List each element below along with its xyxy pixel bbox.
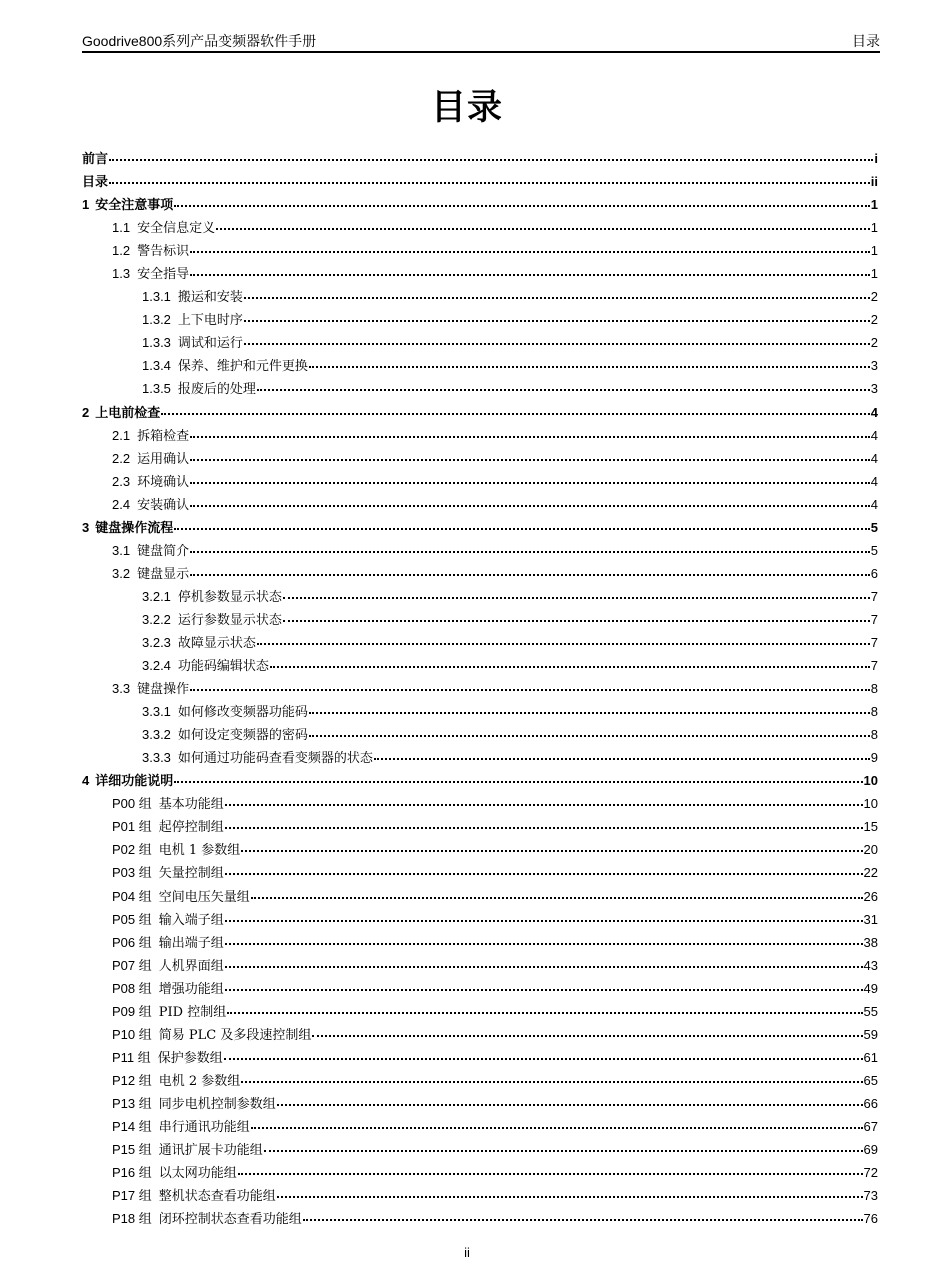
toc-dot-leader <box>190 688 870 691</box>
toc-dot-leader <box>312 1034 862 1037</box>
toc-entry-title: 电机 2 参数组 <box>158 1073 241 1089</box>
toc-entry-number: P10 组 <box>112 1026 152 1042</box>
toc-dot-leader <box>190 250 870 253</box>
toc-entry-page: 2 <box>870 312 878 328</box>
toc-entry-number: P05 组 <box>112 911 152 927</box>
toc-dot-leader <box>174 780 862 783</box>
toc-entry-page: 8 <box>870 704 878 720</box>
toc-dot-leader <box>190 481 870 484</box>
toc-entry-number: 3.1 <box>112 542 131 558</box>
toc-entry[interactable] <box>82 1115 878 1138</box>
toc-dot-leader <box>241 1080 862 1083</box>
toc-entry-title: PID 控制组 <box>158 1004 227 1020</box>
toc-dot-leader <box>225 803 863 806</box>
toc-entry-title: 电机 1 参数组 <box>158 843 241 859</box>
toc-entry[interactable] <box>82 262 878 285</box>
toc-entry[interactable] <box>82 377 878 400</box>
table-of-contents <box>82 147 878 1230</box>
toc-entry-title: 运用确认 <box>137 451 190 467</box>
toc-dot-leader <box>109 158 873 161</box>
toc-entry-number: 2 <box>82 404 90 420</box>
toc-entry-title: 拆箱检查 <box>137 428 190 444</box>
toc-entry[interactable] <box>82 308 878 331</box>
toc-entry[interactable] <box>82 424 878 447</box>
toc-entry[interactable] <box>82 354 878 377</box>
toc-entry-title: 详细功能说明 <box>95 774 174 790</box>
toc-entry-page: i <box>874 151 878 166</box>
header-manual-title: Goodrive800系列产品变频器软件手册 <box>82 33 317 49</box>
toc-entry-page: 10 <box>863 796 878 812</box>
toc-entry-page: 5 <box>870 519 878 535</box>
toc-dot-leader <box>309 365 870 368</box>
toc-entry[interactable] <box>82 1207 878 1230</box>
toc-entry-number: 4 <box>82 773 90 789</box>
toc-entry-page: 1 <box>870 220 878 236</box>
toc-entry-page: 4 <box>870 496 878 512</box>
toc-entry[interactable] <box>82 1092 878 1115</box>
toc-dot-leader <box>270 665 870 668</box>
toc-entry-title: 环境确认 <box>137 474 190 490</box>
toc-entry-number: P09 组 <box>112 1003 152 1019</box>
toc-entry[interactable] <box>82 1138 878 1161</box>
toc-entry-page: 66 <box>863 1095 878 1111</box>
toc-entry-page: 4 <box>870 427 878 443</box>
toc-dot-leader <box>283 596 870 599</box>
toc-entry-title: 空间电压矢量组 <box>158 889 250 905</box>
toc-entry-page: 2 <box>870 289 878 305</box>
toc-dot-leader <box>216 227 870 230</box>
toc-entry-number: 2.4 <box>112 496 131 512</box>
toc-entry-title: 运行参数显示状态 <box>177 612 282 628</box>
toc-dot-leader <box>190 435 870 438</box>
toc-entry[interactable] <box>82 931 878 954</box>
toc-entry-page: 1 <box>870 197 878 213</box>
toc-entry-number: 1.3.2 <box>142 312 171 328</box>
toc-entry-number: 1.1 <box>112 220 131 236</box>
toc-entry-page: 26 <box>863 888 878 904</box>
toc-entry-title: 键盘操作 <box>137 682 190 698</box>
toc-entry-number: 1.3.4 <box>142 358 171 374</box>
toc-entry-page: 4 <box>870 404 878 420</box>
toc-entry-number: 3.2.2 <box>142 611 171 627</box>
toc-dot-leader <box>251 896 863 899</box>
toc-entry-title: 保护参数组 <box>157 1050 223 1066</box>
toc-entry-title: 安全指导 <box>137 267 190 283</box>
toc-dot-leader <box>225 826 863 829</box>
toc-entry-title: 整机状态查看功能组 <box>158 1189 276 1205</box>
toc-entry-page: 1 <box>870 266 878 282</box>
toc-entry-number: 1.3.5 <box>142 381 171 397</box>
toc-dot-leader <box>257 642 870 645</box>
toc-entry-title: 搬运和安装 <box>177 290 243 306</box>
toc-entry[interactable] <box>82 447 878 470</box>
toc-entry-number: P01 组 <box>112 819 152 835</box>
toc-dot-leader <box>303 1218 863 1221</box>
toc-entry-number: P18 组 <box>112 1211 152 1227</box>
toc-entry-title: 输入端子组 <box>158 912 224 928</box>
toc-entry-page: 61 <box>863 1049 878 1065</box>
toc-entry-number: P08 组 <box>112 980 152 996</box>
toc-entry-title: 键盘简介 <box>137 543 190 559</box>
toc-dot-leader <box>225 919 863 922</box>
toc-entry-number: 3.3 <box>112 681 131 697</box>
toc-dot-leader <box>190 573 870 576</box>
toc-entry-title: 通讯扩展卡功能组 <box>158 1143 263 1159</box>
toc-entry[interactable] <box>82 1046 878 1069</box>
toc-dot-leader <box>161 412 870 415</box>
toc-entry-page: 7 <box>870 658 878 674</box>
toc-entry-page: 10 <box>863 773 878 789</box>
toc-entry-number: P15 组 <box>112 1142 152 1158</box>
toc-entry-title: 如何通过功能码查看变频器的状态 <box>177 751 373 767</box>
toc-entry-page: 67 <box>863 1118 878 1134</box>
toc-entry[interactable] <box>82 746 878 769</box>
toc-entry[interactable] <box>82 815 878 838</box>
page-title: 目录 <box>430 88 503 128</box>
toc-entry-page: 2 <box>870 335 878 351</box>
toc-entry-page: 73 <box>863 1188 878 1204</box>
toc-dot-leader <box>238 1172 863 1175</box>
toc-dot-leader <box>225 965 863 968</box>
toc-entry-title: 人机界面组 <box>158 958 224 974</box>
toc-entry-number: 3 <box>82 519 90 535</box>
toc-dot-leader <box>309 711 870 714</box>
toc-entry-title: 矢量控制组 <box>158 866 224 882</box>
toc-entry[interactable] <box>82 239 878 262</box>
toc-entry[interactable] <box>82 885 878 908</box>
toc-entry-number: 3.2 <box>112 565 131 581</box>
toc-dot-leader <box>309 734 870 737</box>
toc-entry-title: 键盘操作流程 <box>95 520 174 536</box>
page-number: ii <box>464 1245 470 1260</box>
toc-dot-leader <box>190 550 870 553</box>
toc-entry-page: 15 <box>863 819 878 835</box>
toc-entry-title: 安装确认 <box>137 497 190 513</box>
toc-entry-title: 基本功能组 <box>158 797 224 813</box>
toc-entry-page: 31 <box>863 911 878 927</box>
toc-entry-number: P11 组 <box>112 1049 151 1065</box>
toc-dot-leader <box>283 619 870 622</box>
toc-dot-leader <box>277 1103 863 1106</box>
toc-entry-number: P04 组 <box>112 888 152 904</box>
toc-entry[interactable] <box>82 769 878 792</box>
toc-entry-title: 同步电机控制参数组 <box>158 1096 276 1112</box>
toc-entry[interactable] <box>82 331 878 354</box>
toc-entry-title: 上电前检查 <box>95 405 161 421</box>
toc-entry-number: P00 组 <box>112 796 152 812</box>
toc-entry-number: 3.3.1 <box>142 704 171 720</box>
toc-entry[interactable] <box>82 285 878 308</box>
toc-dot-leader <box>225 942 863 945</box>
toc-entry-title: 起停控制组 <box>158 820 224 836</box>
toc-entry[interactable] <box>82 516 878 539</box>
toc-entry-page: 72 <box>863 1165 878 1181</box>
toc-dot-leader <box>374 757 870 760</box>
toc-entry-number: 1.3.1 <box>142 289 171 305</box>
toc-entry-page: 8 <box>870 727 878 743</box>
toc-entry-number: P12 组 <box>112 1072 152 1088</box>
toc-entry[interactable] <box>82 700 878 723</box>
toc-entry-page: 38 <box>863 934 878 950</box>
toc-entry-title: 闭环控制状态查看功能组 <box>158 1212 302 1228</box>
toc-entry-title: 输出端子组 <box>158 935 224 951</box>
toc-dot-leader <box>190 504 870 507</box>
toc-entry[interactable] <box>82 562 878 585</box>
toc-entry-title: 警告标识 <box>137 244 190 260</box>
toc-entry[interactable] <box>82 147 878 170</box>
toc-entry-title: 功能码编辑状态 <box>177 659 269 675</box>
toc-dot-leader <box>277 1195 863 1198</box>
toc-entry-title: 前言 <box>82 152 109 167</box>
toc-entry[interactable] <box>82 838 878 861</box>
page-header <box>82 31 880 53</box>
toc-entry-number: P13 组 <box>112 1095 152 1111</box>
toc-entry-page: 65 <box>863 1072 878 1088</box>
toc-entry-page: 20 <box>863 842 878 858</box>
toc-dot-leader <box>257 388 870 391</box>
toc-entry-page: 59 <box>863 1026 878 1042</box>
toc-entry-number: 1.2 <box>112 243 131 259</box>
toc-entry[interactable] <box>82 401 878 424</box>
toc-entry[interactable] <box>82 723 878 746</box>
toc-entry[interactable] <box>82 470 878 493</box>
toc-entry[interactable] <box>82 1161 878 1184</box>
toc-dot-leader <box>227 1011 862 1014</box>
toc-dot-leader <box>244 342 870 345</box>
toc-entry-number: 1 <box>82 197 90 213</box>
toc-entry[interactable] <box>82 954 878 977</box>
toc-entry-number: 2.2 <box>112 450 131 466</box>
toc-entry[interactable] <box>82 1023 878 1046</box>
toc-entry[interactable] <box>82 631 878 654</box>
toc-entry-title: 保养、维护和元件更换 <box>177 359 308 375</box>
toc-entry[interactable] <box>82 677 878 700</box>
toc-dot-leader <box>251 1126 863 1129</box>
toc-dot-leader <box>190 458 870 461</box>
toc-entry-number: 3.3.2 <box>142 727 171 743</box>
toc-entry-page: 3 <box>870 381 878 397</box>
toc-entry-number: 3.2.3 <box>142 634 171 650</box>
toc-entry-title: 简易 PLC 及多段速控制组 <box>158 1027 312 1043</box>
toc-entry[interactable] <box>82 493 878 516</box>
toc-entry[interactable] <box>82 193 878 216</box>
toc-entry-title: 键盘显示 <box>137 566 190 582</box>
toc-entry[interactable] <box>82 861 878 884</box>
toc-entry-page: 69 <box>863 1142 878 1158</box>
toc-entry-page: ii <box>870 174 878 190</box>
toc-entry[interactable] <box>82 1069 878 1092</box>
toc-entry-title: 停机参数显示状态 <box>177 589 282 605</box>
toc-entry-title: 串行通讯功能组 <box>158 1119 250 1135</box>
toc-dot-leader <box>225 872 863 875</box>
toc-entry-title: 调试和运行 <box>177 336 243 352</box>
toc-entry[interactable] <box>82 654 878 677</box>
toc-entry-number: P17 组 <box>112 1188 152 1204</box>
toc-entry-number: 1.3.3 <box>142 335 171 351</box>
toc-entry[interactable] <box>82 216 878 239</box>
toc-entry-page: 8 <box>870 681 878 697</box>
toc-entry-page: 7 <box>870 611 878 627</box>
toc-entry-page: 43 <box>863 957 878 973</box>
toc-entry[interactable] <box>82 908 878 931</box>
toc-entry-number: P03 组 <box>112 865 152 881</box>
toc-entry-number: 2.1 <box>112 427 131 443</box>
toc-entry-page: 22 <box>863 865 878 881</box>
toc-entry[interactable] <box>82 585 878 608</box>
toc-dot-leader <box>264 1149 863 1152</box>
toc-entry-title: 增强功能组 <box>158 981 224 997</box>
header-section-title: 目录 <box>852 33 880 49</box>
toc-entry-page: 7 <box>870 634 878 650</box>
toc-entry[interactable] <box>82 170 878 193</box>
toc-entry-number: P16 组 <box>112 1165 152 1181</box>
toc-entry-number: 2.3 <box>112 473 131 489</box>
toc-dot-leader <box>241 849 862 852</box>
toc-entry-title: 如何设定变频器的密码 <box>177 728 308 744</box>
toc-dot-leader <box>224 1057 863 1060</box>
toc-entry-title: 目录 <box>82 175 109 191</box>
toc-entry[interactable] <box>82 539 878 562</box>
toc-entry-page: 55 <box>863 1003 878 1019</box>
toc-dot-leader <box>244 296 870 299</box>
toc-dot-leader <box>190 273 870 276</box>
toc-entry-number: 3.3.3 <box>142 750 171 766</box>
toc-entry-page: 3 <box>870 358 878 374</box>
toc-entry-page: 4 <box>870 450 878 466</box>
toc-entry-title: 上下电时序 <box>177 313 243 329</box>
toc-entry-page: 4 <box>870 473 878 489</box>
toc-entry-number: 3.2.1 <box>142 588 171 604</box>
toc-entry-page: 1 <box>870 243 878 259</box>
toc-dot-leader <box>109 181 870 184</box>
toc-entry-page: 9 <box>870 750 878 766</box>
toc-entry[interactable] <box>82 792 878 815</box>
toc-entry-number: P06 组 <box>112 934 152 950</box>
toc-entry-number: P07 组 <box>112 957 152 973</box>
toc-entry-number: 1.3 <box>112 266 131 282</box>
toc-entry[interactable] <box>82 1184 878 1207</box>
toc-dot-leader <box>244 319 870 322</box>
toc-dot-leader <box>225 988 863 991</box>
toc-entry-title: 故障显示状态 <box>177 635 256 651</box>
toc-entry[interactable] <box>82 608 878 631</box>
toc-entry-page: 6 <box>870 565 878 581</box>
toc-entry-title: 以太网功能组 <box>158 1166 237 1182</box>
toc-entry-page: 7 <box>870 588 878 604</box>
toc-entry[interactable] <box>82 977 878 1000</box>
toc-entry-title: 报废后的处理 <box>177 382 256 398</box>
toc-entry[interactable] <box>82 1000 878 1023</box>
toc-dot-leader <box>174 204 870 207</box>
toc-entry-title: 安全信息定义 <box>137 221 216 237</box>
toc-entry-number: 3.2.4 <box>142 658 171 674</box>
toc-entry-number: P02 组 <box>112 842 152 858</box>
toc-entry-page: 5 <box>870 542 878 558</box>
toc-entry-page: 49 <box>863 980 878 996</box>
toc-dot-leader <box>174 527 870 530</box>
toc-entry-page: 76 <box>863 1211 878 1227</box>
toc-entry-title: 安全注意事项 <box>95 198 174 214</box>
toc-entry-number: P14 组 <box>112 1118 152 1134</box>
toc-entry-title: 如何修改变频器功能码 <box>177 705 308 721</box>
